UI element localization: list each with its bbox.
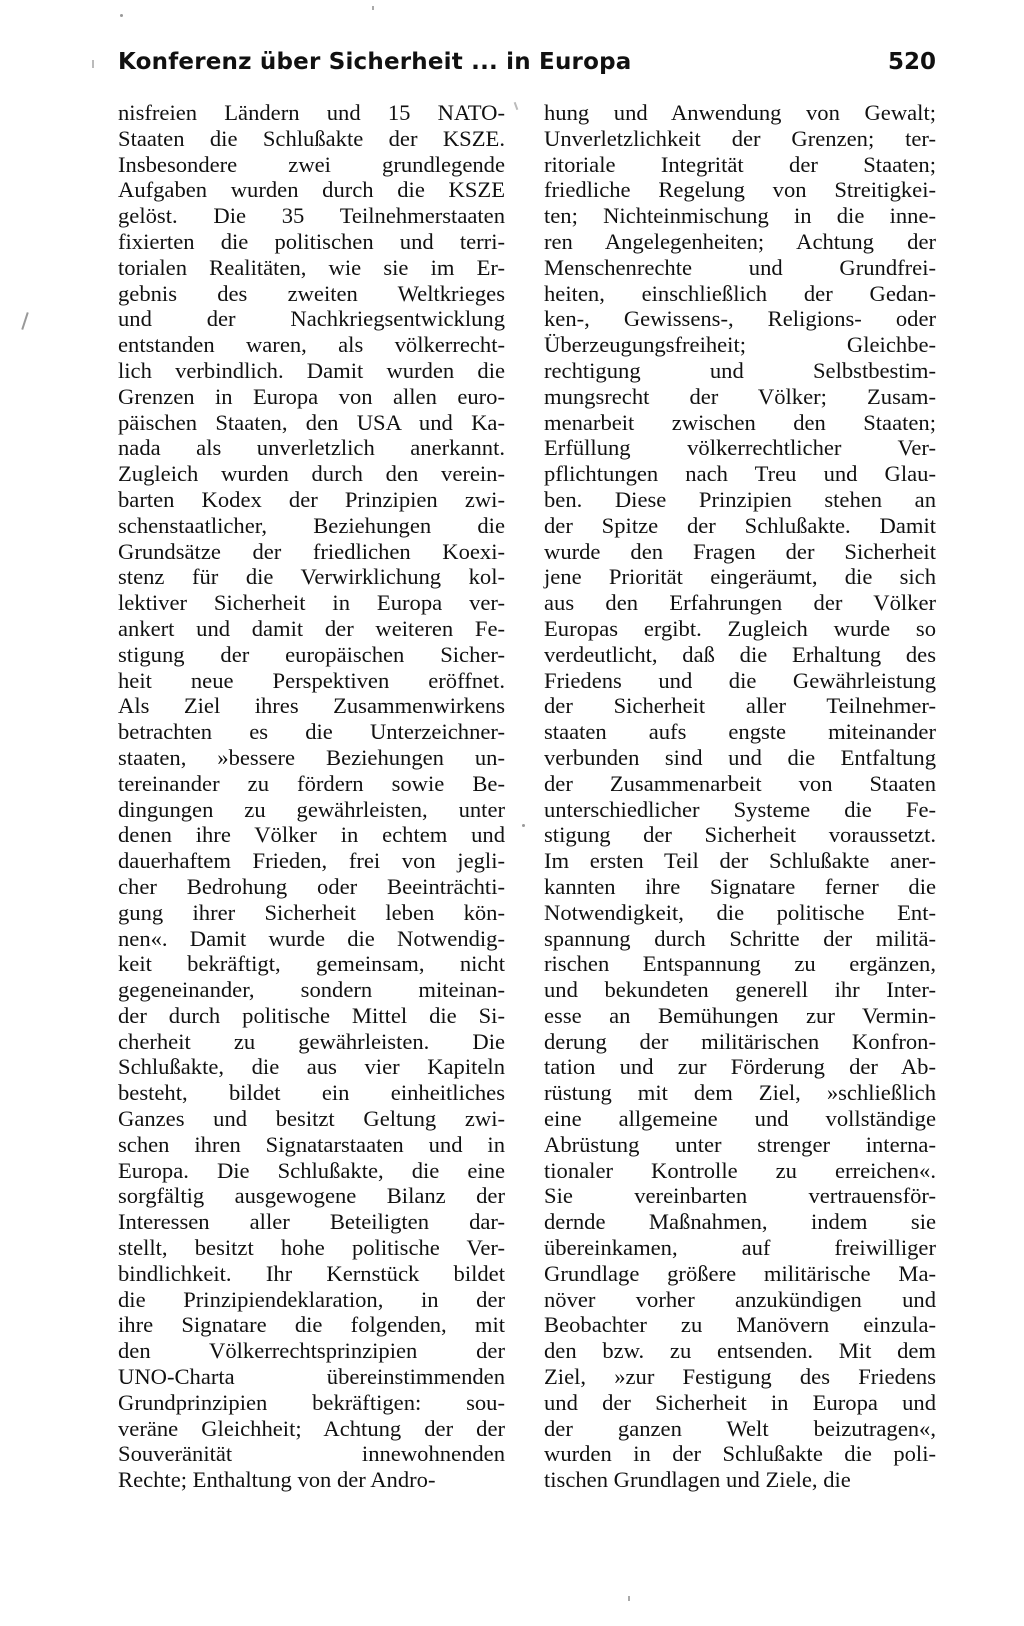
text-line: Grenzen in Europa von allen euro- — [118, 383, 505, 409]
text-line: rüstung mit dem Ziel, »schließlich — [544, 1080, 936, 1106]
text-line: jene Priorität eingeräumt, die sich — [544, 564, 936, 590]
text-line: rechtigung und Selbstbestim- — [544, 357, 936, 383]
text-line: und der Nachkriegsentwicklung — [118, 306, 505, 332]
text-line: nada als unverletzlich anerkannt. — [118, 435, 505, 461]
text-line: mungsrecht der Völker; Zusam- — [544, 383, 936, 409]
text-line: den Völkerrechtsprinzipien der — [118, 1338, 505, 1364]
text-line: derung der militärischen Konfron- — [544, 1028, 936, 1054]
text-line: Ziel, »zur Festigung des Friedens — [544, 1364, 936, 1390]
text-line: keit bekräftigt, gemeinsam, nicht — [118, 951, 505, 977]
scan-speck — [628, 1596, 630, 1601]
text-line: denen ihre Völker in echtem und — [118, 822, 505, 848]
text-line: wurde den Fragen der Sicherheit — [544, 538, 936, 564]
text-line: torialen Realitäten, wie sie im Er- — [118, 254, 505, 280]
text-line: ten; Nichteinmischung in die inne- — [544, 203, 936, 229]
text-line: gelöst. Die 35 Teilnehmerstaaten — [118, 203, 505, 229]
text-line: der Sicherheit aller Teilnehmer- — [544, 693, 936, 719]
text-line: und bekundeten generell ihr Inter- — [544, 977, 936, 1003]
text-line: ritoriale Integrität der Staaten; — [544, 151, 936, 177]
text-line: menarbeit zwischen den Staaten; — [544, 409, 936, 435]
text-line: sorgfältig ausgewogene Bilanz der — [118, 1183, 505, 1209]
text-line: der durch politische Mittel die Si- — [118, 1002, 505, 1028]
text-line: Notwendigkeit, die politische Ent- — [544, 899, 936, 925]
text-line: spannung durch Schritte der militä- — [544, 925, 936, 951]
text-line: Europas ergibt. Zugleich wurde so — [544, 615, 936, 641]
text-line: verdeutlicht, daß die Erhaltung des — [544, 641, 936, 667]
text-line: Zugleich wurden durch den verein- — [118, 461, 505, 487]
page-header — [118, 44, 936, 80]
text-line: nen«. Damit wurde die Notwendig- — [118, 925, 505, 951]
text-line: die Prinzipiendeklaration, in der — [118, 1286, 505, 1312]
text-line: Interessen aller Beteiligten dar- — [118, 1209, 505, 1235]
text-line: betrachten es die Unterzeichner- — [118, 719, 505, 745]
text-line: ankert und damit der weiteren Fe- — [118, 615, 505, 641]
text-line: Aufgaben wurden durch die KSZE — [118, 177, 505, 203]
text-line: heiten, einschließlich der Gedan- — [544, 280, 936, 306]
text-line: der Spitze der Schlußakte. Damit — [544, 512, 936, 538]
text-line: unterschiedlicher Systeme die Fe- — [544, 796, 936, 822]
text-line: lektiver Sicherheit in Europa ver- — [118, 590, 505, 616]
text-line: Ganzes und besitzt Geltung zwi- — [118, 1106, 505, 1132]
text-line: lich verbindlich. Damit wurden die — [118, 357, 505, 383]
margin-mark — [21, 312, 28, 330]
text-line: Erfüllung völkerrechtlicher Ver- — [544, 435, 936, 461]
text-line: stenz für die Verwirklichung kol- — [118, 564, 505, 590]
text-line: Grundsätze der friedlichen Koexi- — [118, 538, 505, 564]
text-line: Schlußakte, die aus vier Kapiteln — [118, 1054, 505, 1080]
text-line: besteht, bildet ein einheitliches — [118, 1080, 505, 1106]
scan-speck — [514, 102, 519, 110]
text-line: und der Sicherheit in Europa und — [544, 1389, 936, 1415]
text-line: pflichtungen nach Treu und Glau- — [544, 461, 936, 487]
text-line: päischen Staaten, den USA und Ka- — [118, 409, 505, 435]
text-line: stigung der Sicherheit voraussetzt. — [544, 822, 936, 848]
running-title: Konferenz über Sicherheit ... in Europa — [118, 49, 632, 75]
text-line: dernde Maßnahmen, indem sie — [544, 1209, 936, 1235]
text-line: staaten aufs engste miteinander — [544, 719, 936, 745]
text-line: ben. Diese Prinzipien stehen an — [544, 486, 936, 512]
text-line: Staaten die Schlußakte der KSZE. — [118, 125, 505, 151]
right-text-column — [544, 100, 936, 1493]
text-line: Souveränität innewohnenden — [118, 1441, 505, 1467]
text-line: dauerhaftem Frieden, frei von jegli- — [118, 848, 505, 874]
text-line: der ganzen Welt beizutragen«, — [544, 1415, 936, 1441]
text-line: nisfreien Ländern und 15 NATO- — [118, 100, 505, 125]
text-line: schen ihren Signatarstaaten und in — [118, 1131, 505, 1157]
text-line: den bzw. zu entsenden. Mit dem — [544, 1338, 936, 1364]
scan-speck — [120, 14, 123, 17]
text-line: kannten ihre Signatare ferner die — [544, 873, 936, 899]
text-line: UNO-Charta übereinstimmenden — [118, 1364, 505, 1390]
scan-speck — [372, 6, 374, 10]
text-line: gebnis des zweiten Weltkrieges — [118, 280, 505, 306]
text-line: Überzeugungsfreiheit; Gleichbe- — [544, 332, 936, 358]
scan-speck — [522, 824, 525, 827]
text-line: eine allgemeine und vollständige — [544, 1106, 936, 1132]
scan-speck — [92, 60, 94, 68]
text-line: friedliche Regelung von Streitigkei- — [544, 177, 936, 203]
text-line: Im ersten Teil der Schlußakte aner- — [544, 848, 936, 874]
text-line: cherheit zu gewährleisten. Die — [118, 1028, 505, 1054]
text-line: wurden in der Schlußakte die poli- — [544, 1441, 936, 1467]
text-line: Als Ziel ihres Zusammenwirkens — [118, 693, 505, 719]
text-line: hung und Anwendung von Gewalt; — [544, 100, 936, 125]
left-text-column — [118, 100, 505, 1493]
text-line: gung ihrer Sicherheit leben kön- — [118, 899, 505, 925]
text-line: ihre Signatare die folgenden, mit — [118, 1312, 505, 1338]
text-line: stigung der europäischen Sicher- — [118, 641, 505, 667]
text-line: barten Kodex der Prinzipien zwi- — [118, 486, 505, 512]
text-line: dingungen zu gewährleisten, unter — [118, 796, 505, 822]
text-line: Unverletzlichkeit der Grenzen; ter- — [544, 125, 936, 151]
text-line: der Zusammenarbeit von Staaten — [544, 770, 936, 796]
text-line: gegeneinander, sondern miteinan- — [118, 977, 505, 1003]
text-line: Grundlage größere militärische Ma- — [544, 1260, 936, 1286]
text-line: Sie vereinbarten vertrauensför- — [544, 1183, 936, 1209]
text-line: ren Angelegenheiten; Achtung der — [544, 228, 936, 254]
text-line: Menschenrechte und Grundfrei- — [544, 254, 936, 280]
text-line: veräne Gleichheit; Achtung der der — [118, 1415, 505, 1441]
text-line: aus den Erfahrungen der Völker — [544, 590, 936, 616]
text-line: tation und zur Förderung der Ab- — [544, 1054, 936, 1080]
text-line: esse an Bemühungen zur Vermin- — [544, 1002, 936, 1028]
text-line: fixierten die politischen und terri- — [118, 228, 505, 254]
text-line: entstanden waren, als völkerrecht- — [118, 332, 505, 358]
text-line: bindlichkeit. Ihr Kernstück bildet — [118, 1260, 505, 1286]
text-line: tionaler Kontrolle zu erreichen«. — [544, 1157, 936, 1183]
text-line: schenstaatlicher, Beziehungen die — [118, 512, 505, 538]
text-line: rischen Entspannung zu ergänzen, — [544, 951, 936, 977]
page-number: 520 — [887, 49, 936, 75]
text-line: staaten, »bessere Beziehungen un- — [118, 744, 505, 770]
text-line: Beobachter zu Manövern einzula- — [544, 1312, 936, 1338]
text-line: Rechte; Enthaltung von der Andro- — [118, 1467, 436, 1493]
text-line: Grundprinzipien bekräftigen: sou- — [118, 1389, 505, 1415]
text-line: ken-, Gewissens-, Religions- oder — [544, 306, 936, 332]
text-line: tereinander zu fördern sowie Be- — [118, 770, 505, 796]
text-line: tischen Grundlagen und Ziele, die — [544, 1467, 851, 1493]
text-line: verbunden sind und die Entfaltung — [544, 744, 936, 770]
text-line: Europa. Die Schlußakte, die eine — [118, 1157, 505, 1183]
text-line: Abrüstung unter strenger interna- — [544, 1131, 936, 1157]
text-line: Insbesondere zwei grundlegende — [118, 151, 505, 177]
text-line: cher Bedrohung oder Beeinträchti- — [118, 873, 505, 899]
text-line: übereinkamen, auf freiwilliger — [544, 1235, 936, 1261]
text-line: stellt, besitzt hohe politische Ver- — [118, 1235, 505, 1261]
text-line: heit neue Perspektiven eröffnet. — [118, 667, 505, 693]
text-line: növer vorher anzukündigen und — [544, 1286, 936, 1312]
text-line: Friedens und die Gewährleistung — [544, 667, 936, 693]
